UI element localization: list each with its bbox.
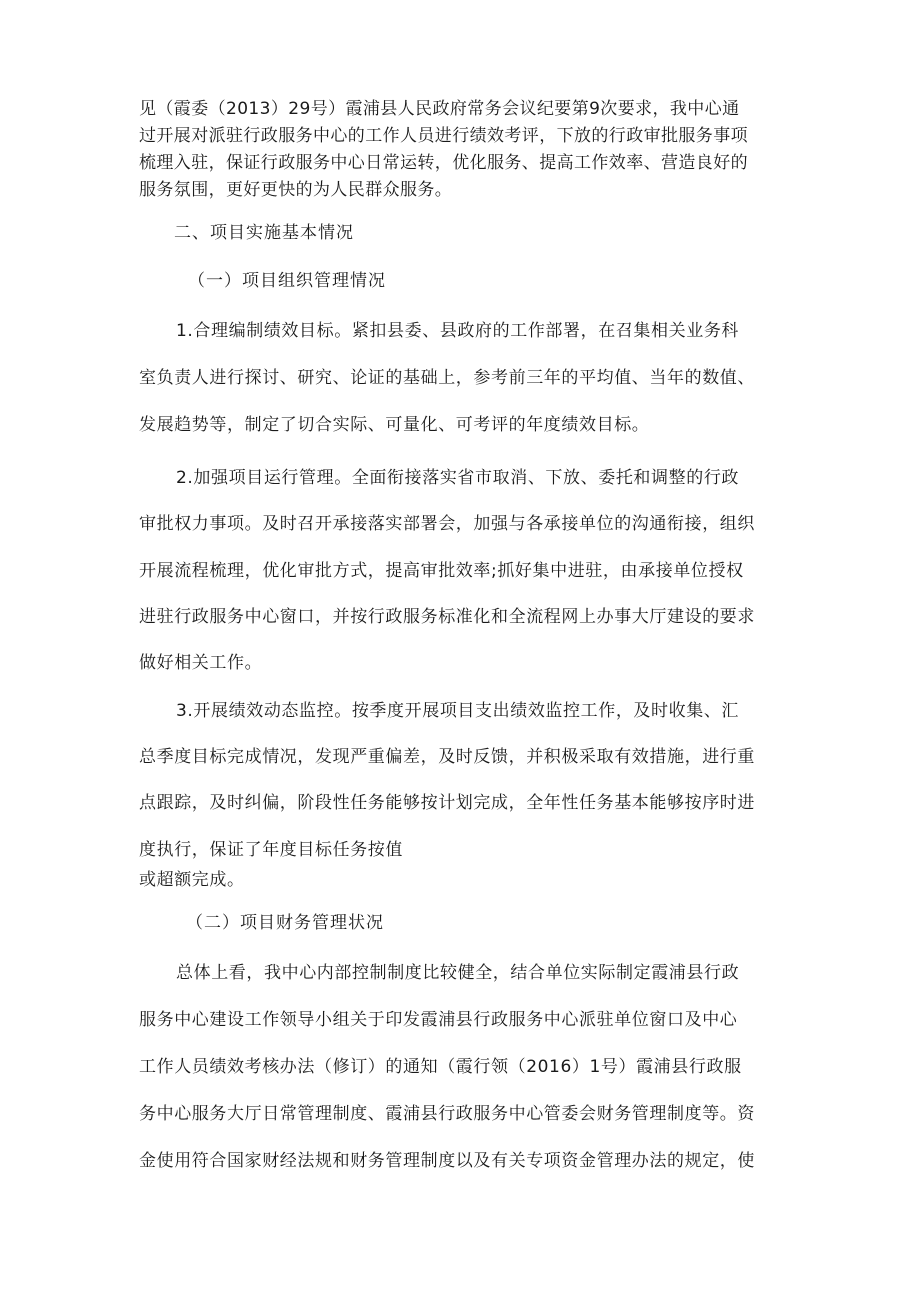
item-3-line-4: 度执行，保证了年度目标任务按值 [139, 840, 403, 860]
intro-line-1: 见（霞委（2013）29号）霞浦县人民政府常务会议纪要第9次要求，我中心通 [139, 99, 740, 119]
item-2-line-4: 进驻行政服务中心窗口，并按行政服务标准化和全流程网上办事大厅建设的要求 [139, 607, 755, 627]
item-2-line-2: 审批权力事项。及时召开承接落实部署会，加强与各承接单位的沟通衔接，组织 [139, 514, 755, 534]
item-1-line-2: 室负责人进行探讨、研究、论证的基础上，参考前三年的平均值、当年的数值、 [139, 368, 755, 388]
finance-line-2: 服务中心建设工作领导小组关于印发霞浦县行政服务中心派驻单位窗口及中心 [139, 1010, 738, 1030]
item-1-line-3: 发展趋势等，制定了切合实际、可量化、可考评的年度绩效目标。 [139, 415, 650, 435]
section-2-heading: 二、项目实施基本情况 [174, 223, 354, 243]
item-2-line-1: 2.加强项目运行管理。全面衔接落实省市取消、下放、委托和调整的行政 [176, 468, 740, 488]
item-2-line-5: 做好相关工作。 [139, 653, 263, 673]
subsection-2-heading: （二）项目财务管理状况 [186, 913, 384, 933]
finance-line-3: 工作人员绩效考核办法（修订）的通知（霞行领（2016）1号）霞浦县行政服 [139, 1057, 742, 1077]
item-2-line-3: 开展流程梳理，优化审批方式，提高审批效率;抓好集中进驻，由承接单位授权 [139, 561, 744, 581]
subsection-1-heading: （一）项目组织管理情况 [188, 271, 386, 291]
finance-line-5: 金使用符合国家财经法规和财务管理制度以及有关专项资金管理办法的规定，使 [139, 1151, 755, 1171]
finance-line-1: 总体上看，我中心内部控制制度比较健全，结合单位实际制定霞浦县行政 [176, 963, 740, 983]
item-1-line-1: 1.合理编制绩效目标。紧扣县委、县政府的工作部署，在召集相关业务科 [176, 321, 740, 341]
intro-line-3: 梳理入驻，保证行政服务中心日常运转，优化服务、提高工作效率、营造良好的 [139, 153, 748, 173]
intro-line-2: 过开展对派驻行政服务中心的工作人员进行绩效考评，下放的行政审批服务事项 [139, 126, 748, 146]
intro-line-4: 服务氛围，更好更快的为人民群众服务。 [139, 180, 453, 200]
finance-line-4: 务中心服务大厅日常管理制度、霞浦县行政服务中心管委会财务管理制度等。资 [139, 1104, 755, 1124]
item-3-line-2: 总季度目标完成情况，发现严重偏差，及时反馈，并积极采取有效措施，进行重 [139, 747, 755, 767]
item-3-line-1: 3.开展绩效动态监控。按季度开展项目支出绩效监控工作，及时收集、汇 [176, 701, 740, 721]
item-3-line-5: 或超额完成。 [139, 870, 245, 890]
item-3-line-3: 点跟踪，及时纠偏，阶段性任务能够按计划完成，全年性任务基本能够按序时进 [139, 793, 755, 813]
